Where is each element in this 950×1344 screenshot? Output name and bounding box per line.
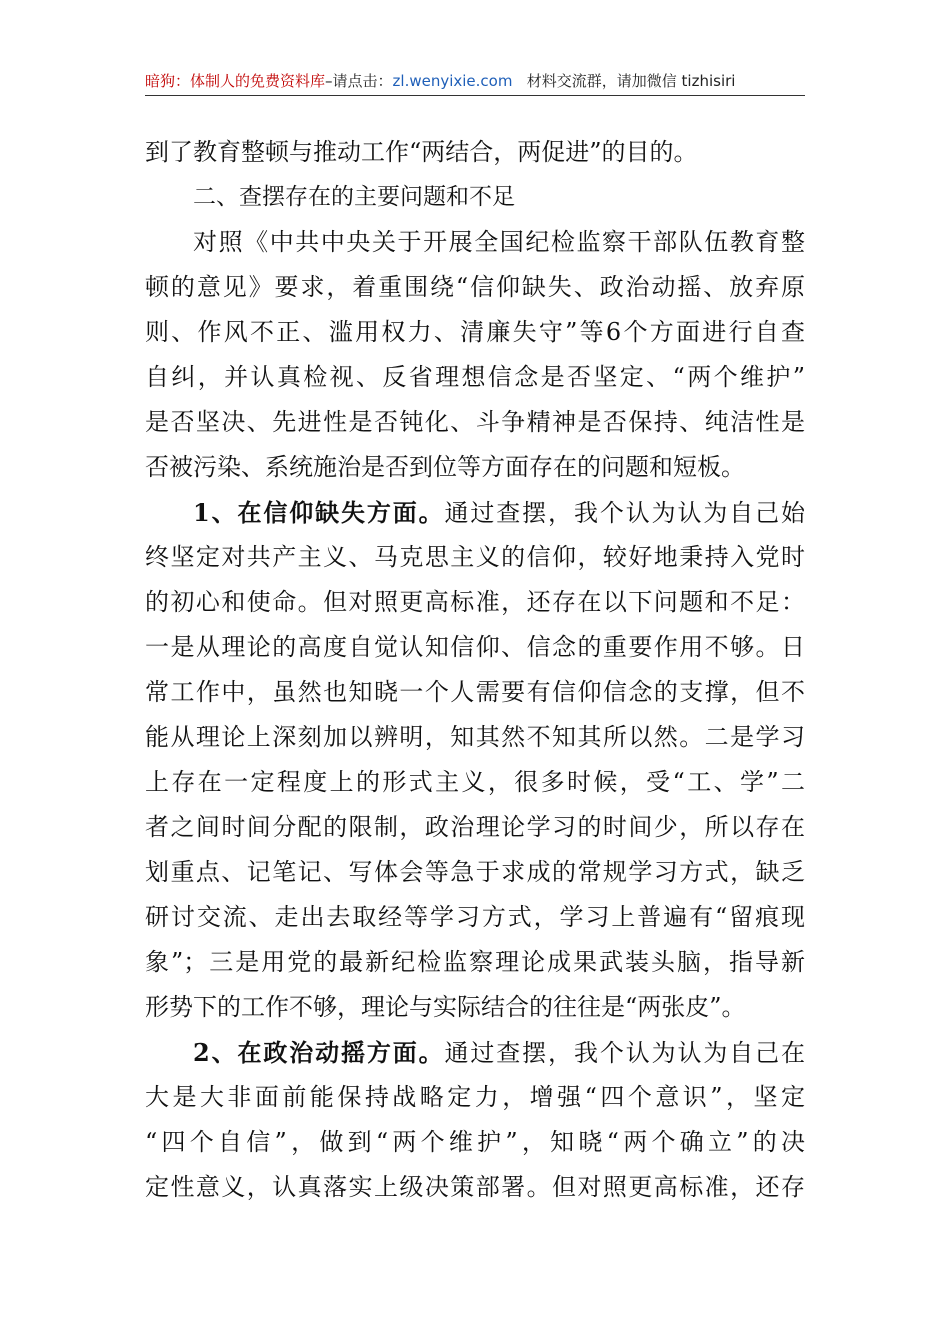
page-header bbox=[145, 68, 805, 94]
paragraph-line: 否被污染、系统施治是否到位等方面存在的问题和短板。 bbox=[145, 453, 745, 481]
paragraph-line: 研讨交流、走出去取经等学习方式，学习上普遍有“留痕现 bbox=[145, 903, 805, 931]
paragraph-line: 到了教育整顿与推动工作“两结合，两促进”的目的。 bbox=[145, 138, 698, 166]
header-click-label: –请点击： bbox=[325, 72, 393, 90]
paragraph-line: 大是大非面前能保持战略定力，增强“四个意识”，坚定 bbox=[145, 1083, 805, 1111]
header-divider bbox=[145, 95, 805, 96]
item-1-lead: 通过查摆，我个认为认为自己始 bbox=[444, 499, 805, 527]
paragraph-line: 常工作中，虽然也知晓一个人需要有信仰信念的支撑，但不 bbox=[145, 678, 805, 706]
paragraph-line: 形势下的工作不够，理论与实际结合的往往是“两张皮”。 bbox=[145, 993, 746, 1021]
paragraph-line: 终坚定对共产主义、马克思主义的信仰，较好地秉持入党时 bbox=[145, 543, 805, 571]
paragraph-line: 上存在一定程度上的形式主义，很多时候，受“工、学”二 bbox=[145, 768, 805, 796]
item-1-title: 1、在信仰缺失方面。 bbox=[193, 498, 445, 527]
item-2-line bbox=[145, 1030, 805, 1075]
paragraph-line: 一是从理论的高度自觉认知信仰、信念的重要作用不够。日 bbox=[145, 633, 805, 661]
paragraph-line: 顿的意见》要求，着重围绕“信仰缺失、政治动摇、放弃原 bbox=[145, 273, 805, 301]
paragraph-line: 者之间时间分配的限制，政治理论学习的时间少，所以存在 bbox=[145, 813, 805, 841]
header-group-text: 材料交流群，请加微信 tizhisiri bbox=[526, 72, 736, 90]
paragraph-line: 自纠，并认真检视、反省理想信念是否坚定、“两个维护” bbox=[145, 363, 805, 391]
item-1-line bbox=[145, 490, 805, 535]
item-2-title: 2、在政治动摇方面。 bbox=[193, 1038, 445, 1067]
paragraph-line: 能从理论上深刻加以辨明，知其然不知其所以然。二是学习 bbox=[145, 723, 805, 751]
header-url-link[interactable]: zl.wenyixie.com bbox=[392, 72, 513, 90]
paragraph-line: “四个自信”，做到“两个维护”，知晓“两个确立”的决 bbox=[145, 1128, 805, 1156]
paragraph-line: 对照《中共中央关于开展全国纪检监察干部队伍教育整 bbox=[193, 228, 805, 256]
paragraph-line: 划重点、记笔记、写体会等急于求成的常规学习方式，缺乏 bbox=[145, 858, 805, 886]
section-heading: 二、查摆存在的主要问题和不足 bbox=[193, 184, 515, 210]
paragraph-line: 定性意义，认真落实上级决策部署。但对照更高标准，还存 bbox=[145, 1173, 805, 1201]
header-site-label: 暗狗：体制人的免费资料库 bbox=[145, 72, 326, 90]
paragraph-line: 是否坚决、先进性是否钝化、斗争精神是否保持、纯洁性是 bbox=[145, 408, 805, 436]
paragraph-line: 的初心和使命。但对照更高标准，还存在以下问题和不足： bbox=[145, 588, 805, 616]
paragraph-line: 则、作风不正、滥用权力、清廉失守”等6个方面进行自查 bbox=[145, 318, 805, 346]
item-2-lead: 通过查摆，我个认为认为自己在 bbox=[444, 1039, 805, 1067]
paragraph-line: 象”；三是用党的最新纪检监察理论成果武装头脑，指导新 bbox=[145, 948, 805, 976]
document-body bbox=[145, 130, 805, 1210]
